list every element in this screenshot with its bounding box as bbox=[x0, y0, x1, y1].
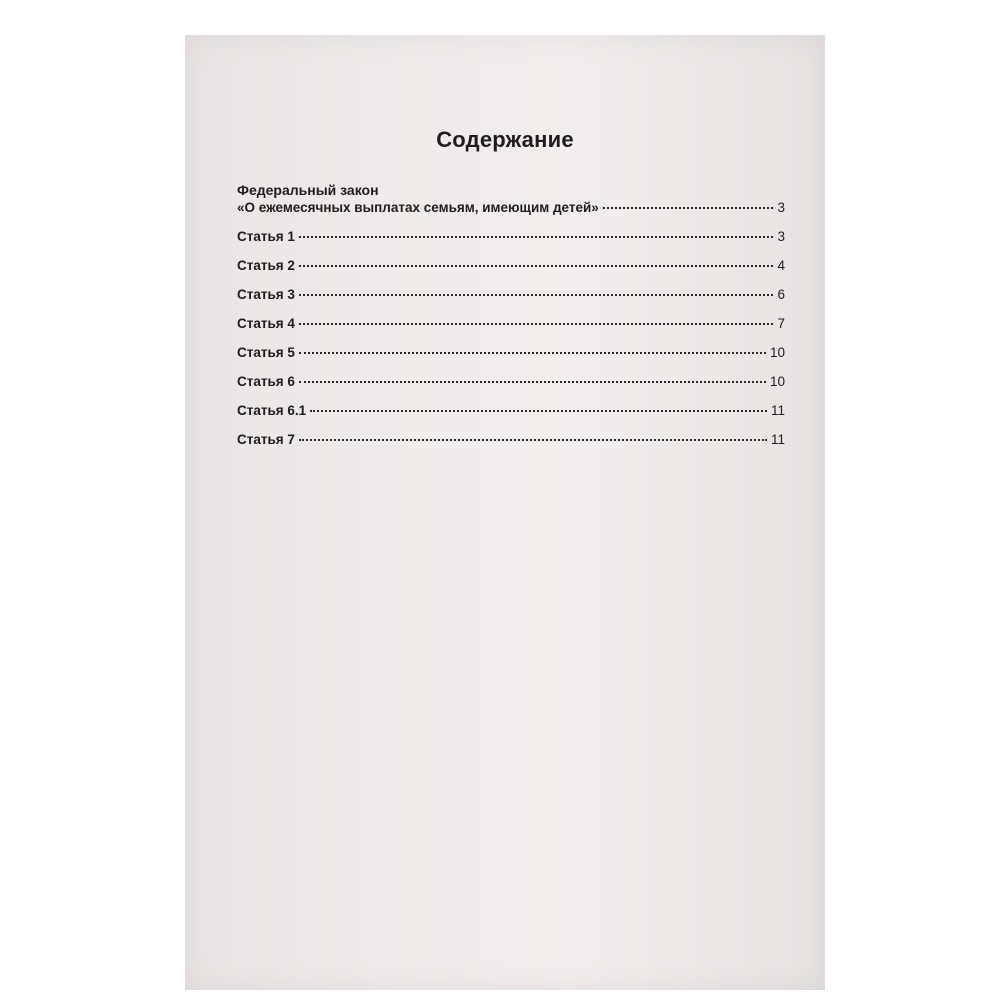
toc-entry-article-1 bbox=[237, 229, 785, 244]
toc-law-heading: Федеральный закон bbox=[237, 182, 379, 198]
toc-page-number: 3 bbox=[777, 229, 785, 244]
toc-entry-article-5 bbox=[237, 345, 785, 360]
toc-entry-label: Статья 5 bbox=[237, 345, 295, 360]
toc-dot-leader bbox=[299, 236, 774, 238]
toc-entry-label: Статья 6.1 bbox=[237, 403, 307, 418]
toc-entry-law-title bbox=[237, 200, 785, 215]
toc-dot-leader bbox=[299, 323, 774, 325]
toc-entry-label: Статья 4 bbox=[237, 316, 295, 331]
toc-page-number: 10 bbox=[769, 345, 785, 360]
toc-entry-label: Статья 2 bbox=[237, 258, 295, 273]
toc-dot-leader bbox=[299, 265, 774, 267]
toc-entry-article-4 bbox=[237, 316, 785, 331]
toc-page-number: 10 bbox=[769, 374, 785, 389]
toc-entry-article-2 bbox=[237, 258, 785, 273]
toc-page-number: 4 bbox=[777, 258, 785, 273]
toc-entry-label: Статья 1 bbox=[237, 229, 295, 244]
toc-page-number: 6 bbox=[777, 287, 785, 302]
toc-page-number: 7 bbox=[777, 316, 785, 331]
toc-page-number: 11 bbox=[770, 403, 785, 418]
toc-entry-label: Статья 7 bbox=[237, 432, 295, 447]
toc-page-number: 11 bbox=[770, 432, 785, 447]
book-page bbox=[185, 35, 825, 990]
toc-dot-leader bbox=[299, 294, 774, 296]
toc-entry-label: Статья 3 bbox=[237, 287, 295, 302]
page-title: Содержание bbox=[436, 127, 574, 152]
toc-entry-article-6 bbox=[237, 374, 785, 389]
toc-entry-article-6-1 bbox=[237, 403, 785, 418]
toc-dot-leader bbox=[299, 381, 766, 383]
toc-entry-label: «О ежемесячных выплатах семьям, имеющим детей» bbox=[237, 200, 599, 215]
toc-entry-label: Статья 6 bbox=[237, 374, 295, 389]
toc-entry-article-7 bbox=[237, 432, 785, 447]
toc-dot-leader bbox=[299, 439, 767, 441]
toc-dot-leader bbox=[603, 207, 774, 209]
toc-dot-leader bbox=[299, 352, 766, 354]
toc-dot-leader bbox=[310, 410, 767, 412]
toc-entry-article-3 bbox=[237, 287, 785, 302]
toc-page-number: 3 bbox=[777, 200, 785, 215]
